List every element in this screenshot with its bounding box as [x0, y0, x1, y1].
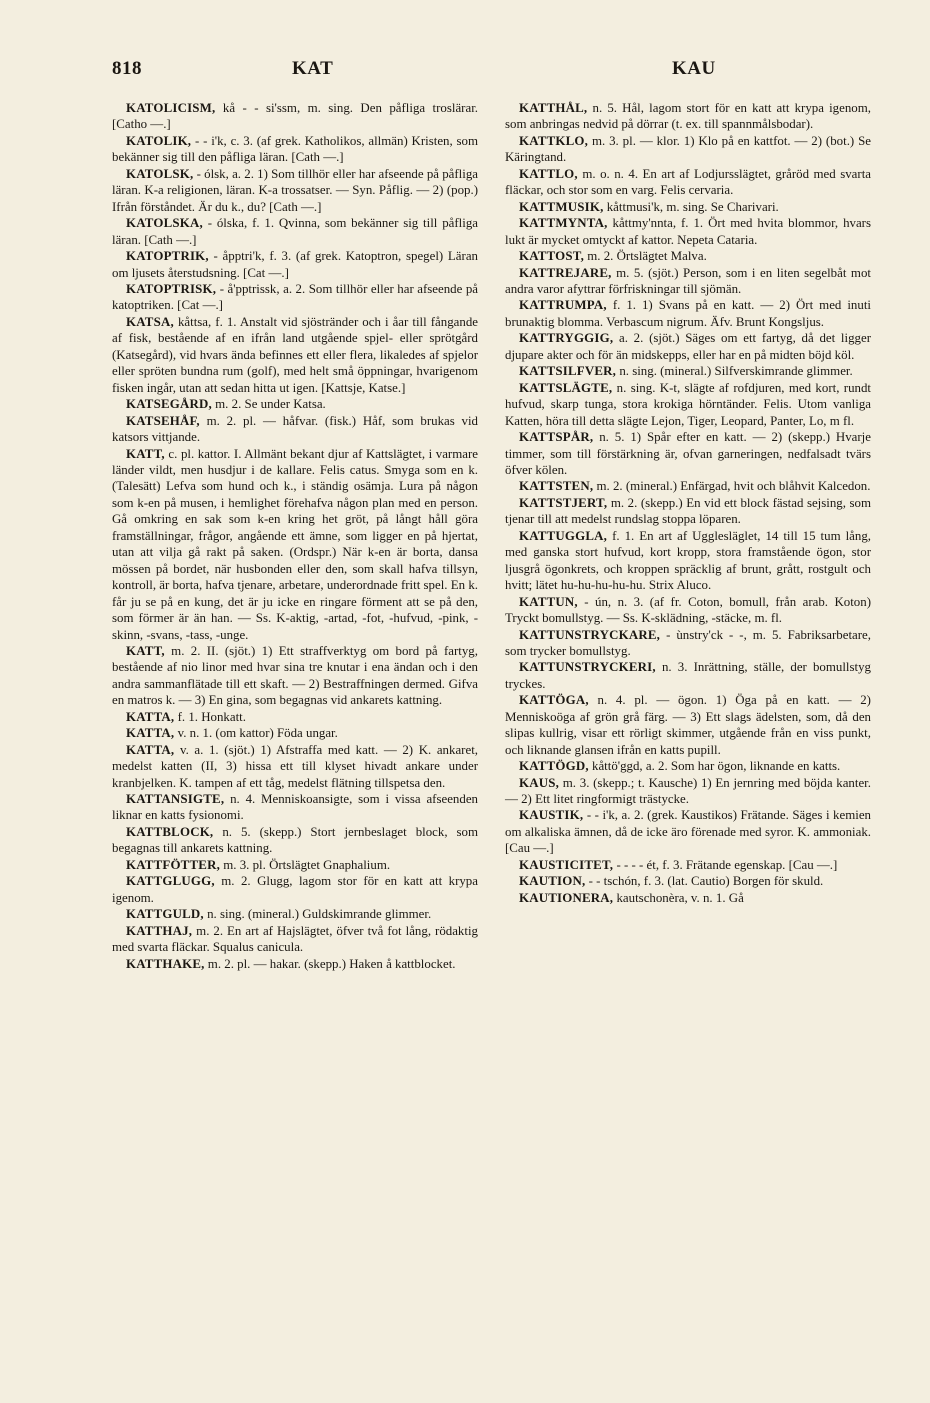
- dictionary-entry: [112, 906, 478, 922]
- dictionary-entry: [505, 166, 871, 199]
- dictionary-entry: [112, 396, 478, 412]
- entry-definition: m. 2. Örtslägtet Malva.: [587, 249, 707, 264]
- dictionary-entry: [112, 446, 478, 643]
- entry-headword: KATTLO,: [519, 166, 578, 181]
- entry-definition: n. 5. 1) Spår efter en katt. — 2) (skepp.) Hvarje timmer, som till förstärkning är, ofvan garneringen, nedfalsadt tvärs öfver kölen.: [505, 430, 871, 477]
- entry-headword: KATTSPÅR,: [519, 430, 594, 445]
- entry-headword: KATTANSIGTE,: [126, 792, 225, 807]
- dictionary-entry: [505, 297, 871, 330]
- entry-definition: m. 5. (sjöt.) Person, som i en liten segelbåt mot andra varor afyttrar förfriskningar till sjömän.: [505, 265, 871, 296]
- entry-definition: f. 1. Honkatt.: [177, 709, 246, 724]
- dictionary-entry: [505, 807, 871, 856]
- dictionary-entry: [112, 956, 478, 972]
- entry-definition: kå - - si'ssm, m. sing. Den påfliga troslärar. [Catho —.]: [112, 101, 478, 132]
- entry-headword: KAUS,: [519, 775, 560, 790]
- dictionary-entry: [505, 775, 871, 808]
- entry-headword: KATTFÖTTER,: [126, 857, 221, 872]
- dictionary-entry: [112, 873, 478, 906]
- dictionary-entry: [505, 857, 871, 873]
- dictionary-entry: [112, 133, 478, 166]
- dictionary-entry: [505, 133, 871, 166]
- entry-headword: KAUTION,: [519, 874, 586, 889]
- dictionary-entry: [112, 923, 478, 956]
- dictionary-entry: [112, 281, 478, 314]
- entry-headword: KATTBLOCK,: [126, 824, 214, 839]
- entry-headword: KAUSTICITET,: [519, 857, 614, 872]
- entry-definition: kåttsa, f. 1. Anstalt vid sjöstränder och i åar till fångande af fisk, bestående af en ifrån land utgående spjel- eller sprötgård (Katsegård), vid hvars ända befinnes ett eller flera, likaledes af spjelor eller spröten bundna rum (golf), med helt små öppningar, hvarigenom fisken ingår, utan att sedan hitta ut igen. [Kattsje, Katse.]: [112, 314, 478, 395]
- entry-headword: KATTHAKE,: [126, 956, 205, 971]
- entry-definition: - - i'k, a. 2. (grek. Kaustikos) Frätande. Säges i kemien om alkaliska ämnen, då de icke äro förenade med syror. K. ammoniak. [Cau —.]: [505, 808, 871, 856]
- entry-headword: KATOPTRISK,: [126, 281, 217, 296]
- entry-definition: m. 3. pl. Örtslägtet Gnaphalium.: [223, 857, 391, 872]
- dictionary-entry: [112, 100, 478, 133]
- dictionary-entry: [505, 594, 871, 627]
- entry-headword: KATTÖGA,: [519, 693, 589, 708]
- entry-headword: KATTGLUGG,: [126, 874, 215, 889]
- entry-headword: KATTSILFVER,: [519, 364, 617, 379]
- entry-definition: - åpptri'k, f. 3. (af grek. Katoptron, spegel) Läran om ljusets återstudsning. [Cat —.]: [112, 249, 478, 280]
- entry-definition: - ólska, f. 1. Qvinna, som bekänner sig till påfliga läran. [Cath —.]: [112, 216, 478, 247]
- entry-definition: a. 2. (sjöt.) Säges om ett fartyg, då det ligger djupare akter och för än midskepps, eller har en på midten böjd köl.: [505, 331, 871, 362]
- entry-headword: KATTUN,: [519, 594, 578, 609]
- dictionary-entry: [112, 791, 478, 824]
- dictionary-entry: [505, 330, 871, 363]
- left-guide-word: KAT: [292, 58, 334, 79]
- entry-definition: kåttö'ggd, a. 2. Som har ögon, liknande en katts.: [592, 759, 841, 774]
- entry-definition: n. 4. Menniskoansigte, som i vissa afseenden liknar en katts fysionomi.: [112, 792, 478, 823]
- entry-definition: f. 1. En art af Ugglesläglet, 14 till 15 tum lång, med ganska stort hufvud, kort kropp, stora framstående ögon, stor ljusgrå ögonkrets, och kroppen spräcklig af brunt, grått, rostgult och hvitt; lätet hu-hu-hu-hu-hu. Strix Aluco.: [505, 528, 871, 593]
- entry-definition: kåttmy'nnta, f. 1. Ört med hvita blommor, hvars lukt är mycket omtyckt af kattor. Nepeta Cataria.: [505, 216, 871, 247]
- entry-headword: KAUTIONERA,: [519, 890, 614, 905]
- dictionary-entry: [112, 314, 478, 396]
- dictionary-entry: [505, 363, 871, 379]
- entry-headword: KATTUNSTRYCKERI,: [519, 660, 656, 675]
- entry-headword: KATOLSKA,: [126, 216, 203, 231]
- dictionary-entry: [112, 709, 478, 725]
- entry-definition: m. 2. En art af Hajslägtet, öfver två fot lång, rödaktig med svarta fläckar. Squalus canicula.: [112, 923, 478, 955]
- dictionary-entry: [112, 413, 478, 446]
- dictionary-entry: [505, 627, 871, 660]
- entry-definition: m. o. n. 4. En art af Lodjursslägtet, gråröd med svarta fläckar, och stor som en varg. Felis cervaria.: [505, 166, 871, 198]
- entry-headword: KATTMYNTA,: [519, 216, 608, 231]
- dictionary-entry: [112, 857, 478, 873]
- dictionary-entry: [505, 100, 871, 133]
- entry-definition: - ólsk, a. 2. 1) Som tillhör eller har afseende på påfliga läran. K-a religionen, läran. K-a trossatser. — Syn. Påflig. — 2) (pop.) Ifrån förståndet. Är du k., du? [Cath —.]: [112, 166, 478, 214]
- entry-headword: KATOLICISM,: [126, 101, 216, 115]
- entry-headword: KATTÖGD,: [519, 759, 589, 774]
- entry-headword: KATOLSK,: [126, 166, 194, 181]
- entry-definition: - ùnstry'ck - -, m. 5. Fabriksarbetare, som trycker bomullstyg.: [505, 627, 871, 658]
- entry-headword: KATSA,: [126, 314, 174, 329]
- entry-definition: n. 4. pl. — ögon. 1) Öga på en katt. — 2) Menniskoöga af grön grå färg. — 3) Ett slags ädelsten, som, då den slipas kullrig, visar ett rörligt skimmer, utgående från en viss punkt, och liknande glansen ifrån en katts pupill.: [505, 693, 871, 757]
- entry-headword: KATTA,: [126, 726, 175, 741]
- dictionary-entry: [505, 890, 871, 906]
- entry-definition: n. sing. K-t, slägte af rofdjuren, med kort, rundt hufvud, skarp tunga, stora krokiga hörntänder. Felis. Utom vanliga Katten, höra till detta slägte Lejon, Tiger, Leopard, Panter, Lo, m fl.: [505, 380, 871, 428]
- dictionary-entry: [505, 873, 871, 889]
- entry-definition: n. sing. (mineral.) Silfverskimrande glimmer.: [619, 364, 853, 379]
- entry-definition: m. 2. (mineral.) Enfärgad, hvit och blåhvit Kalcedon.: [596, 479, 871, 494]
- page-header: [112, 58, 872, 86]
- entry-definition: - å'pptrissk, a. 2. Som tillhör eller har afseende på katoptriken. [Cat —.]: [112, 281, 478, 313]
- entry-headword: KATTKLO,: [519, 133, 589, 148]
- right-guide-word: KAU: [672, 58, 716, 79]
- entry-definition: - - - - ét, f. 3. Frätande egenskap. [Cau —.]: [616, 857, 838, 872]
- entry-headword: KATOLIK,: [126, 133, 192, 148]
- entry-headword: KATTRUMPA,: [519, 298, 607, 313]
- dictionary-entry: [112, 248, 478, 281]
- dictionary-entry: [112, 742, 478, 791]
- entry-definition: m. 2. (skepp.) En vid ett block fästad sejsing, som tjenar till att medelst rundslag stoppa löparen.: [505, 495, 871, 527]
- entry-headword: KATTSLÄGTE,: [519, 380, 613, 395]
- entry-headword: KATTGULD,: [126, 907, 204, 922]
- left-column: [112, 100, 478, 972]
- dictionary-entry: [505, 495, 871, 528]
- entry-headword: KATTA,: [126, 742, 175, 757]
- entry-headword: KATTREJARE,: [519, 265, 612, 280]
- entry-headword: KATT,: [126, 643, 165, 658]
- entry-headword: KATTMUSIK,: [519, 199, 604, 214]
- entry-headword: KATTHAJ,: [126, 923, 193, 938]
- dictionary-entry: [505, 265, 871, 298]
- dictionary-entry: [112, 725, 478, 741]
- entry-headword: KATTSTJERT,: [519, 495, 608, 510]
- dictionary-entry: [505, 528, 871, 594]
- dictionary-entry: [505, 429, 871, 478]
- dictionary-entry: [505, 659, 871, 692]
- entry-headword: KATT,: [126, 446, 165, 461]
- entry-definition: - ún, n. 3. (af fr. Coton, bomull, från arab. Koton) Tryckt bomullstyg. — Ss. K-sklädning, -stäcke, m. fl.: [505, 594, 871, 626]
- entry-headword: KATOPTRIK,: [126, 249, 209, 264]
- entry-definition: kåttmusi'k, m. sing. Se Charivari.: [606, 199, 779, 214]
- entry-headword: KATTSTEN,: [519, 479, 594, 494]
- entry-definition: c. pl. kattor. I. Allmänt bekant djur af Kattslägtet, i varmare länder vildt, men husdjur i de kallare. Felis catus. Smyga som en k. (Talesätt) Lefva som hund och k., i ständig osämja. Lura på någon som k-en på musen, i hemlighet förehafva någon plan med en person. Gå omkring en sak som k-en kring het gröt, på långt håll göra framställningar, frågor, angående ett ämne, som ligger en på hjertat, utan att vilja gå rakt på saken. (Ordspr.) När k-en är borta, dansa mössen på bordet, när husbonden eller den, som skall hafva tillsyn, kontroll, är borta, hafva tjenare, arbetare, underordnade fritt spel. En k. får ju se på en kung, det är ju icke en ringare förment att se på den, som förmer är än han. — Ss. K-aktig, -artad, -fot, -hufvud, -pink, -skinn, -svans, -tass, -unge.: [112, 446, 478, 642]
- entry-headword: KATTUNSTRYCKARE,: [519, 627, 661, 642]
- entry-definition: n. 5. Hål, lagom stort för en katt att krypa igenom, som anbringas nedvid på dörrar (t. ex. till spannmålsbodar).: [505, 101, 871, 132]
- entry-definition: m. 2. Se under Katsa.: [215, 397, 326, 412]
- dictionary-entry: [112, 643, 478, 709]
- dictionary-entry: [505, 478, 871, 494]
- entry-headword: KATSEGÅRD,: [126, 397, 212, 412]
- entry-definition: m. 2. II. (sjöt.) 1) Ett straffverktyg om bord på fartyg, bestående af nio linor med hvar sina tre knutar i ena ändan och i den andra sammanflätade till ett skaft. — 2) Bestraffningen dermed. Gifva en matros k. — 3) En gina, som begagnas vid ankarets kattning.: [112, 643, 478, 708]
- dictionary-entry: [505, 380, 871, 429]
- entry-definition: v. n. 1. (om kattor) Föda ungar.: [177, 726, 338, 741]
- entry-definition: m. 3. pl. — klor. 1) Klo på en kattfot. — 2) (bot.) Se Käringtand.: [505, 133, 871, 165]
- dictionary-entry: [112, 824, 478, 857]
- entry-definition: m. 2. pl. — hakar. (skepp.) Haken å kattblocket.: [207, 956, 456, 971]
- dictionary-entry: [505, 199, 871, 215]
- entry-headword: KATTOST,: [519, 249, 585, 264]
- page-number: 818: [112, 58, 142, 79]
- dictionary-entry: [505, 692, 871, 758]
- entry-headword: KATTRYGGIG,: [519, 331, 614, 346]
- entry-definition: m. 2. pl. — håfvar. (fisk.) Håf, som brukas vid katsors vittjande.: [112, 413, 478, 445]
- entry-definition: f. 1. 1) Svans på en katt. — 2) Ört med inuti brunaktig blomma. Verbascum nigrum. Äfv. Brunt Kongsljus.: [505, 298, 871, 329]
- right-column: [505, 100, 871, 906]
- entry-headword: KATTA,: [126, 709, 175, 724]
- entry-headword: KAUSTIK,: [519, 808, 584, 823]
- entry-definition: v. a. 1. (sjöt.) 1) Afstraffa med katt. — 2) K. ankaret, medelst katten (II, 3) hissa ett till klyset hivadt ankare under kranbjelken. K. tampen af ett tåg, medelst flätning tillspetsa den.: [112, 742, 478, 790]
- entry-definition: - - i'k, c. 3. (af grek. Katholikos, allmän) Kristen, som bekänner sig till den påfliga läran. [Cath —.]: [112, 133, 478, 165]
- entry-definition: n. 3. Inrättning, ställe, der bomullstyg tryckes.: [505, 660, 871, 691]
- entry-definition: m. 2. Glugg, lagom stor för en katt att krypa igenom.: [112, 874, 478, 905]
- dictionary-entry: [505, 215, 871, 248]
- entry-definition: m. 3. (skepp.; t. Kausche) 1) En jernring med böjda kanter. — 2) Ett litet ringformigt trästycke.: [505, 775, 871, 807]
- entry-definition: kautschonèra, v. n. 1. Gå: [616, 890, 744, 905]
- dictionary-entry: [112, 215, 478, 248]
- entry-headword: KATTHÅL,: [519, 101, 588, 115]
- entry-headword: KATTUGGLA,: [519, 528, 608, 543]
- dictionary-entry: [112, 166, 478, 215]
- entry-definition: n. 5. (skepp.) Stort jernbeslaget block, som begagnas till ankarets kattning.: [112, 824, 478, 856]
- entry-definition: - - tschón, f. 3. (lat. Cautio) Borgen för skuld.: [588, 874, 824, 889]
- entry-definition: n. sing. (mineral.) Guldskimrande glimmer.: [207, 907, 432, 922]
- entry-headword: KATSEHÅF,: [126, 413, 200, 428]
- dictionary-entry: [505, 758, 871, 774]
- dictionary-entry: [505, 248, 871, 264]
